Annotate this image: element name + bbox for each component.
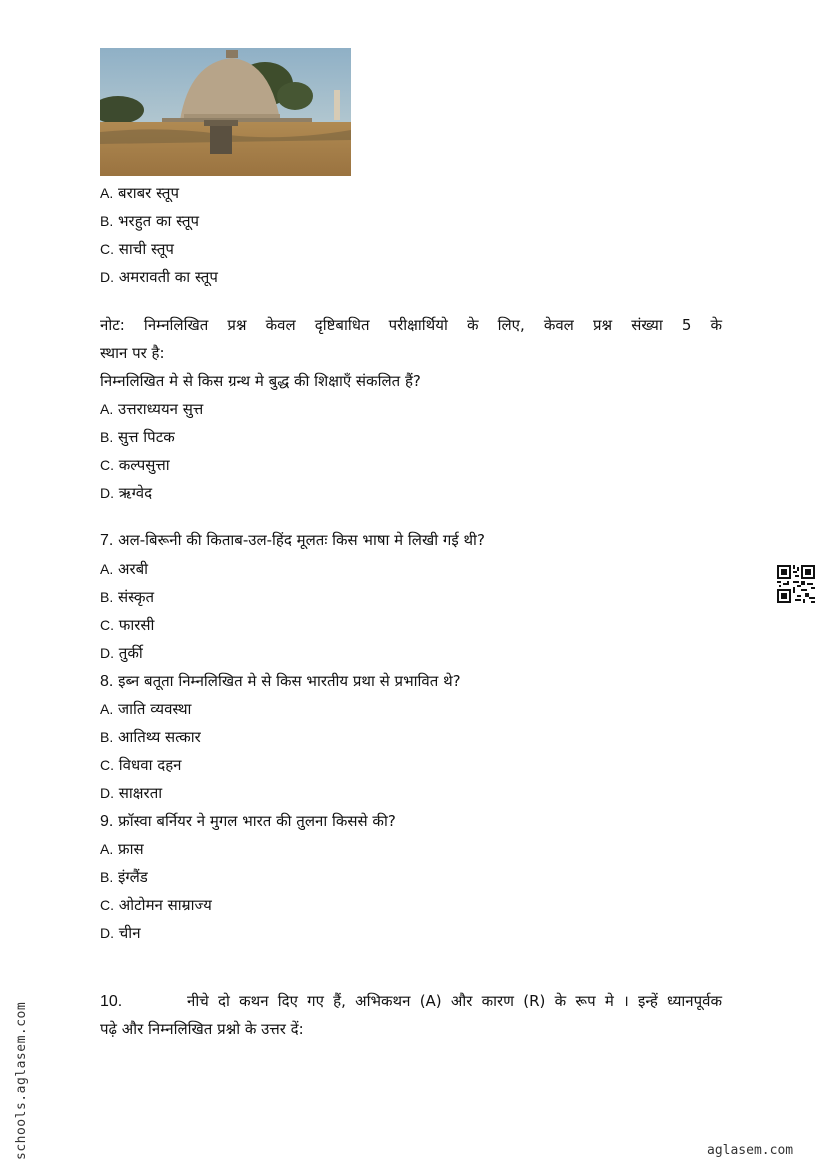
option-letter: A. [100,185,114,201]
option-text: अमरावती का स्तूप [118,268,218,286]
option-text: ऋग्वेद [118,484,153,502]
option-text: फ्रास [118,840,144,858]
q6-option-d [100,267,218,287]
option-text: साची स्तूप [118,240,174,258]
q9-option-b [100,867,148,887]
side-watermark-url: schools.aglasem.com [14,1001,29,1160]
option-letter: D. [100,645,114,661]
question-text: नीचे दो कथन दिए गए हैं, अभिकथन (A) और कारण (R) के रूप मे । इन्हें ध्यानपूर्वक [187,992,722,1010]
question-number: 9. [100,813,114,830]
option-letter: C. [100,897,114,913]
option-letter: A. [100,701,114,717]
q7-option-d [100,643,143,663]
option-letter: B. [100,213,114,229]
q9-option-d [100,923,141,943]
option-text: उत्तराध्ययन सुत्त [118,400,204,418]
question-text: अल-बिरूनी की किताब-उल-हिंद मूलतः किस भाषा मे लिखी गई थी? [118,531,485,549]
option-letter: B. [100,729,114,745]
option-text: जाति व्यवस्था [118,700,192,718]
q9-option-a [100,839,144,859]
q7-option-a [100,559,148,579]
q6-option-b [100,211,199,231]
option-letter: C. [100,757,114,773]
option-text: तुर्की [118,644,143,662]
option-text: साक्षरता [118,784,163,802]
question-number: 10. [100,993,123,1010]
option-letter: B. [100,589,114,605]
q8-option-b [100,727,201,747]
q8-option-d [100,783,162,803]
option-text: विधवा दहन [118,756,182,774]
option-text: बराबर स्तूप [118,184,179,202]
option-text: कल्पसुत्ता [118,456,170,474]
question-text: इब्न बतूता निम्नलिखित मे से किस भारतीय प्रथा से प्रभावित थे? [118,672,461,690]
question-number: 8. [100,673,114,690]
q8-option-a [100,699,191,719]
option-text: भरहुत का स्तूप [118,212,200,230]
qr-code-icon [777,565,815,603]
option-text: संस्कृत [118,588,155,606]
q8-question [100,671,461,692]
note-line-1: नोट: निम्नलिखित प्रश्न केवल दृष्टिबाधित परीक्षार्थियो के लिए, केवल प्रश्न संख्या 5 के [100,316,722,334]
option-letter: C. [100,241,114,257]
option-letter: D. [100,925,114,941]
option-letter: B. [100,429,114,445]
stupa-photo [100,48,351,176]
option-letter: A. [100,561,114,577]
question-text: फ्रॉस्वा बर्नियर ने मुगल भारत की तुलना किससे की? [118,812,396,830]
option-text: अरबी [118,560,149,578]
alt-option-a [100,399,203,419]
option-letter: C. [100,457,114,473]
q7-question [100,530,485,551]
option-text: ओटोमन साम्राज्य [118,896,212,914]
q10-line-2: पढ़े और निम्नलिखित प्रश्नो के उत्तर दें: [100,1020,304,1038]
alt-option-c [100,455,170,475]
question-number: 7. [100,532,114,549]
option-letter: C. [100,617,114,633]
q9-question [100,811,396,832]
option-letter: A. [100,841,114,857]
option-text: इंग्लैंड [118,868,148,886]
option-letter: D. [100,269,114,285]
option-text: फारसी [118,616,155,634]
q7-option-b [100,587,154,607]
alt-option-b [100,427,175,447]
note-line-2: स्थान पर है: [100,344,165,362]
option-text: सुत्त पिटक [118,428,175,446]
q6-option-c [100,239,174,259]
option-text: आतिथ्य सत्कार [118,728,201,746]
option-text: चीन [118,924,141,942]
q9-option-c [100,895,212,915]
alt-option-d [100,483,152,503]
footer-watermark-url: aglasem.com [707,1143,794,1158]
q8-option-c [100,755,181,775]
alt-question-text: निम्नलिखित मे से किस ग्रन्थ मे बुद्ध की शिक्षाएँ संकलित हैं? [100,372,421,390]
option-letter: D. [100,785,114,801]
q6-option-a [100,183,179,203]
q10-line-1 [100,991,722,1012]
option-letter: A. [100,401,114,417]
option-letter: D. [100,485,114,501]
option-letter: B. [100,869,114,885]
q7-option-c [100,615,154,635]
